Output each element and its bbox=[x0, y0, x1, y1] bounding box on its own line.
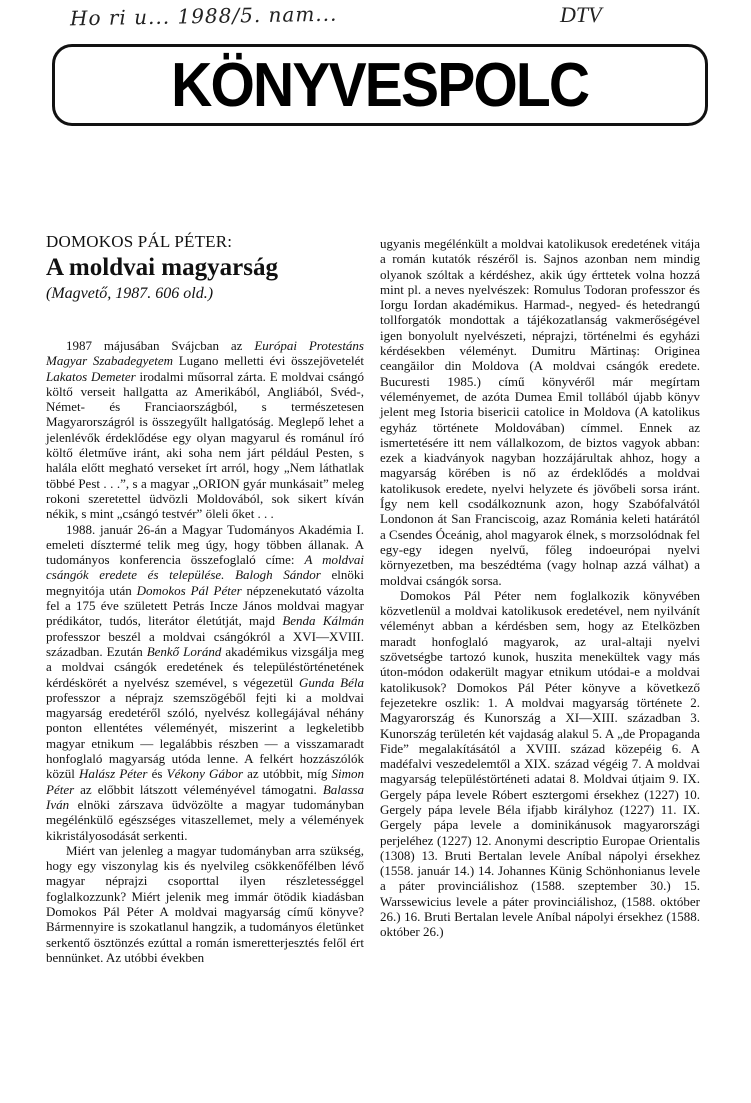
text-run: akadémikus vizsgálja meg a moldvai csángók eredetének és településtörténetének kérdéskörét a nyelvész szemével, s végezetül bbox=[46, 643, 364, 690]
handwritten-note: Ho ri u... 1988/5. nam... bbox=[69, 1, 338, 31]
emphasis-text: Vékony Gábor bbox=[166, 766, 243, 782]
book-title: A moldvai magyarság bbox=[46, 254, 278, 281]
text-run: Lugano melletti évi összejövetelét bbox=[173, 353, 364, 369]
handwritten-mark: DTV bbox=[560, 2, 602, 27]
paragraph bbox=[46, 338, 364, 522]
text-run bbox=[224, 567, 235, 582]
emphasis-text: Gunda Béla bbox=[299, 674, 364, 690]
text-run: professzor a néprajz szemszögéből fejti ki a moldvai magyarság eredetéről szóló, nyelvész kollegájával néhány ponton ellentétes véleményét, miszerint a legkeletibb magyar etnikum — legalábbis részben — a visszamaradt honfoglaló magyarság utóda lenne. A felkért hozzászólók közül bbox=[46, 689, 364, 782]
text-run: 1988. január 26-án a Magyar Tudományos Akadémia I. emeleti dísztermé telik meg úgy, hogy többen állanak. A tudományos konferencia összefoglaló címe: bbox=[46, 521, 364, 568]
text-run: professzor beszél a moldvai csángókról a XVI—XVIII. században. Ezután bbox=[46, 628, 364, 659]
right-column bbox=[380, 236, 700, 940]
paragraph bbox=[380, 236, 700, 588]
text-run: ugyanis megélénkült a moldvai katolikusok eredetének vitája a román kutatók részéről is. Sajnos azonban nem mindig olyanok szóltak a kérdéshez, akik úgy érttetek volna hozzá mint pl. a neves nyelvészek: Romulus Todoran professzor és Iorgu Iordan akadémikus. Harmad-, negyed- és hetedrangú tollforgatók mondottak a tájékozatlanság vakmerőségével igen bonyolult nyelvészeti, néprajzi, történelmi és egyházi kérdésekben véleményt. Dumitru Mărtinaș: Originea ceangăilor din Moldova (A moldvai csángók eredete. Bucuresti 1985.) című könyvéről már megírtam véleményemet, de azóta Dumea Emil tollából újabb könyv jelent meg Istoria bisericii catolice in Moldova (A katolikus egyház története Moldovában) címmel. Ennek az ismertetésére itt nem vállalkozom, de biztos vagyok abban: ezek a kiadványok nagyban hozzájárultak ahhoz, hogy a magyarság körében is nő az érdeklődés a moldvai katolikusok eredete, nyelvi helyzete és jövőbeli sorsa iránt. Így nem kell csodálkoznunk azon, hogy Szabófalvától Londonon át San Franciscoig, azaz Románia keleti határától a Csendes Óceánig, ahol magyarok élnek, s morzsolódnak fel egy-egy idegen nyelvű, főleg indoeurópai nyelvi környezetben, ma beszédtéma (vagy holnap azzá válhat) a moldvai csángók sorsa. bbox=[380, 236, 700, 588]
article-author: DOMOKOS PÁL PÉTER: bbox=[46, 232, 233, 251]
text-run: Miért van jelenleg a magyar tudományban arra szükség, hogy egy viszonylag kis és nyelvileg csökkenőfélben lévő magyar néprajzi csoporttal ilyen részletességgel foglalkozzunk? Miért jelenik meg immár ötödik kiadásban Domokos Pál Péter A moldvai magyarság című könyve? Bármennyire is szokatlanul hangzik, a tudományos életünket serkentő ösztönzés ezúttal a román ismeretterjesztés felől ért bennünket. Az utóbbi években bbox=[46, 842, 364, 965]
emphasis-text: Domokos Pál Péter bbox=[136, 582, 242, 598]
emphasis-text: Balassa Iván bbox=[46, 781, 364, 812]
text-run: elnöki zárszava üdvözölte a magyar tudományban megélénkülő egészséges vitaszellemet, mely a vélemények kikristályosodását serkenti. bbox=[46, 796, 364, 843]
text-run: 1987 májusában Svájcban az bbox=[66, 338, 255, 353]
section-banner bbox=[52, 44, 708, 126]
text-run: irodalmi műsorral zárta. E moldvai csángó költő verseit hallgatta az Amerikából, Angliából, Svéd-, Német- és Franciaországból, s természetesen Magyarországról is összegyűlt hallgatóság. Meglepő lehet a jelenlévők érdeklődése egy olyan magyarul és románul író költő életműve iránt, aki soha nem járt például Pesten, s halála előtt megható verseket írt arról, hogy „Nem láthatlak többé Pest . . .”, s a magyar „ORION gyár munkásait” meleg rokoni szeretettel üdvözli Moldovából, sok sikert kíván nékik, s mint „csángó testvér” öleli őket . . . bbox=[46, 368, 365, 522]
emphasis-text: Balogh Sándor bbox=[235, 567, 321, 583]
paragraph bbox=[46, 843, 364, 965]
left-column bbox=[46, 232, 364, 965]
text-run: és bbox=[147, 766, 167, 782]
paragraph bbox=[46, 522, 364, 843]
text-run: elnöki megnyitója után bbox=[46, 567, 365, 598]
left-body bbox=[46, 338, 364, 965]
text-run: az előbbit látszott véleményével támogatni. bbox=[74, 781, 323, 797]
text-run: Domokos Pál Péter nem foglalkozik könyvében közvetlenül a moldvai katolikusok eredetével, nem nyilvánít véleményt abban a kérdésben sem, hogy az Etelközben maradt honfoglaló magyarok, az ural-altaji nyelvi szövetségbe tartozó kunok, huszita menekültek vagy más úton-módon odakerült magyar etnikum utódai-e a moldvai katolikusok? Domokos Pál Péter könyve a következő fejezetekre oszlik: 1. A moldvai magyarság története 2. Magyarország és Kunország a XI—XIII. században 3. Kunország területén két vajdaság alakul 5. A „de Propaganda Fide” megalakításától a XVIII. század közepéig 6. A madéfalvi veszedelemtől a XIX. század végéig 7. A moldvai magyarság településtörténeti adatai 8. Moldvai útjaim 9. IX. Gergely pápa levele Róbert esztergomi érsekhez (1227) 10. Gergely pápa levele Béla ifjabb királyhoz (1227) 11. IX. Gergely pápa levele a dominikánusok magyarországi perjeléhez (1227) 12. Anonymi descriptio Europae Orientalis (1308) 13. Bruti Bertalan levele Aníbal nápolyi érsekhez (1558. január 14.) 14. Johannes Künig Schönhonianus levele a páter provinciálishoz (1588. szeptember 30.) 15. Warssewicius levele a páter provinciálishoz, (1588. október 26.) 16. Bruti Bertalan levele Aníbal nápolyi érsekhez (1588. október 26.) bbox=[380, 587, 700, 940]
emphasis-text: Lakatos Demeter bbox=[46, 368, 136, 384]
paragraph bbox=[380, 588, 700, 940]
publisher-info: (Magvető, 1987. 606 old.) bbox=[46, 285, 214, 302]
emphasis-text: Európai Protestáns Magyar Szabadegyetem bbox=[46, 338, 364, 369]
emphasis-text: Benda Kálmán bbox=[282, 613, 364, 629]
emphasis-text: A moldvai csángók eredete és települése. bbox=[46, 552, 365, 583]
emphasis-text: Benkő Loránd bbox=[146, 643, 222, 659]
text-run: népzenekutató vázolta fel a 175 éve született Petrás Incze János moldvai magyar prédikátor, tudós, literátor életútját, majd bbox=[46, 582, 364, 629]
section-title: KÖNYVESPOLC bbox=[171, 50, 589, 120]
emphasis-text: Halász Péter bbox=[79, 766, 148, 782]
emphasis-text: Simon Péter bbox=[46, 766, 364, 797]
text-run: az utóbbit, míg bbox=[243, 766, 332, 782]
